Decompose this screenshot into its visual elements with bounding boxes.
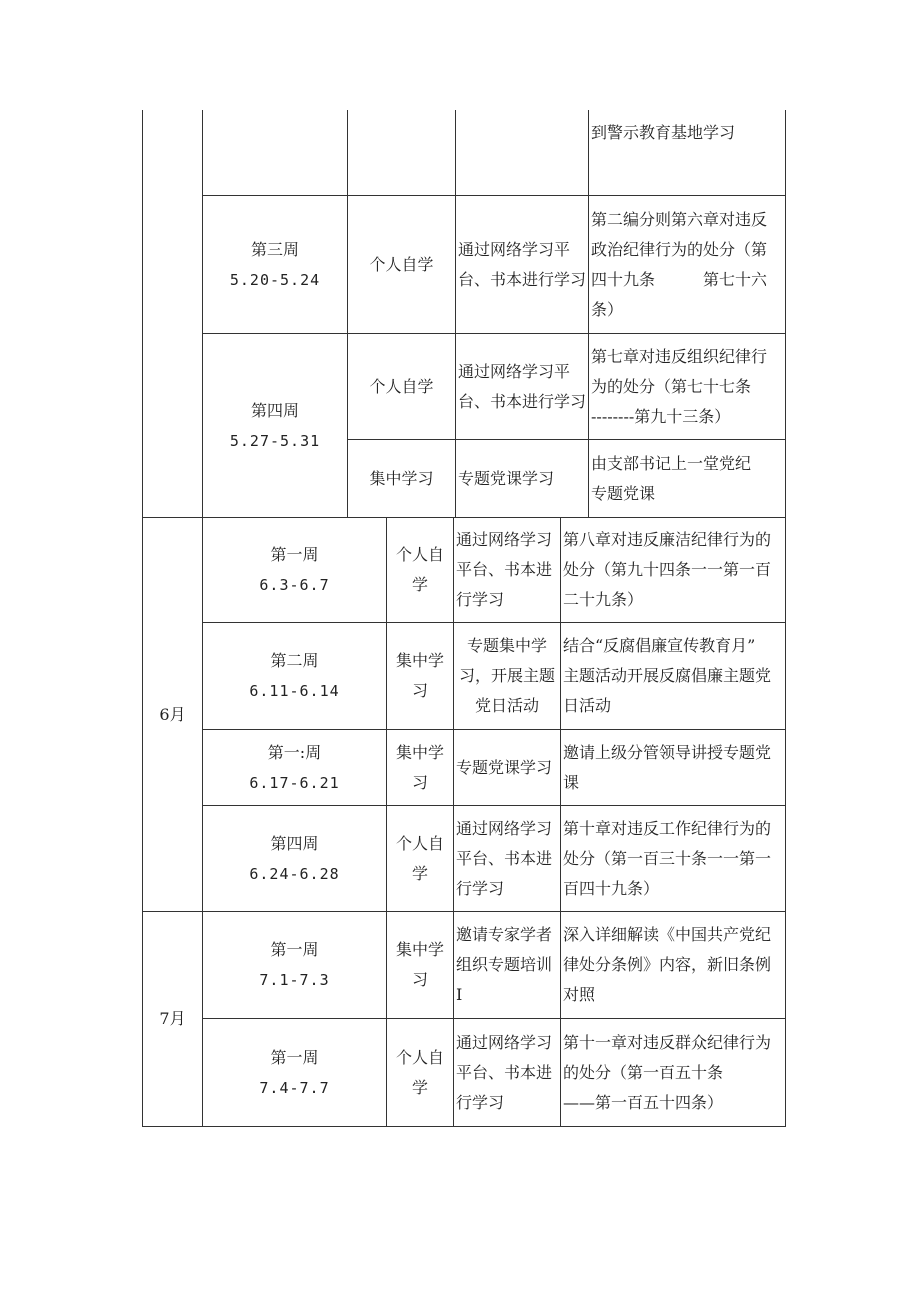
week-cell	[203, 334, 347, 517]
method-cell: 集中学习	[369, 468, 434, 488]
week-dates: 5.20-5.24	[229, 270, 321, 289]
method-cell: 个人自学	[369, 376, 434, 396]
week-dates: 6.11-6.14	[249, 682, 340, 700]
week-dates: 7.1-7.3	[259, 971, 330, 989]
method-cell: 个人自 学	[395, 833, 444, 883]
content-cell: 由支部书记上一堂党纪 专题党课	[591, 453, 752, 503]
method-cell: 个人自 学	[395, 1047, 444, 1097]
week-label: 第一周	[270, 545, 319, 564]
week-dates: 5.27-5.31	[229, 431, 321, 450]
week-label: 第四周	[270, 833, 319, 853]
method-cell: 个人自 学	[395, 545, 444, 594]
form-cell: 通过网络学习平 台、书本进行学习	[458, 239, 587, 289]
month-cell-july: 7月	[159, 1009, 186, 1028]
form-cell: 邀请专家学者 组织专题培训 I	[456, 925, 553, 1004]
content-cell: 第八章对违反廉洁纪律行为的 处分（第九十四条一一第一百 二十九条）	[563, 530, 772, 609]
month-cell-june: 6月	[159, 704, 186, 724]
method-cell: 集中学 习	[395, 742, 444, 792]
week-label: 第四周	[250, 400, 299, 420]
week-cell	[203, 730, 386, 805]
week-cell	[203, 623, 386, 729]
content-cell: 邀请上级分管领导讲授专题党 课	[563, 742, 772, 792]
method-cell: 集中学 习	[395, 940, 444, 989]
week-cell	[203, 196, 347, 333]
content-cell: 第十一章对违反群众纪律行为 的处分（第一百五十条 ——第一百五十四条）	[563, 1032, 772, 1112]
week-label: 第二周	[270, 651, 319, 670]
table-border-bottom	[142, 1126, 786, 1127]
week-label: 第一:周	[267, 742, 322, 762]
form-cell: 专题集中学 习，开展主题 党日活动	[458, 636, 555, 715]
week-cell	[203, 518, 386, 622]
content-cell: 深入详细解读《中国共产党纪 律处分条例》内容，新旧条例 对照	[563, 925, 772, 1004]
form-cell: 通过网络学习 平台、书本进 行学习	[456, 1032, 553, 1112]
content-cell: 第二编分则第六章对违反 政治纪律行为的处分（第 四十九条 第七十六 条）	[591, 209, 768, 319]
week-label: 第三周	[250, 239, 299, 259]
table-border-right	[785, 110, 786, 1127]
week-dates: 6.24-6.28	[249, 864, 340, 883]
form-cell: 通过网络学习 平台、书本进 行学习	[456, 818, 553, 898]
content-cell: 第七章对违反组织纪律行 为的处分（第七十七条 --------第九十三条）	[591, 346, 768, 426]
form-cell: 专题党课学习	[456, 757, 553, 777]
content-cell: 结合“反腐倡廉宣传教育月” 主题活动开展反腐倡廉主题党 日活动	[563, 636, 772, 715]
week-dates: 6.17-6.21	[249, 773, 340, 792]
week-label: 第一周	[270, 1047, 319, 1067]
week-cell	[203, 806, 386, 911]
content-cell: 第十章对违反工作纪律行为的 处分（第一百三十条一一第一 百四十九条）	[563, 818, 772, 898]
week-dates: 6.3-6.7	[259, 576, 330, 594]
form-cell: 专题党课学习	[458, 468, 555, 488]
method-cell: 集中学 习	[395, 651, 444, 700]
content-cell: 到警示教育基地学习	[591, 123, 736, 142]
week-cell	[203, 1019, 386, 1126]
week-dates: 7.4-7.7	[259, 1078, 330, 1097]
form-cell: 通过网络学习 平台、书本进 行学习	[456, 530, 553, 609]
week-cell	[203, 912, 386, 1018]
method-cell: 个人自学	[369, 254, 434, 274]
form-cell: 通过网络学习平 台、书本进行学习	[458, 361, 587, 411]
week-label: 第一周	[270, 940, 319, 959]
